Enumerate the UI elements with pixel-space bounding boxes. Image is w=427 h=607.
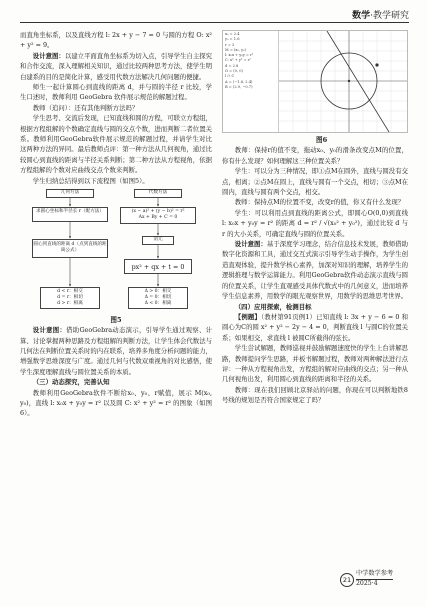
paragraph: 师生一起计算圆心到直线的距离 d，并与圆的半径 r 比较，学生口述时，教师利用 GeoGebra 软件展示规范的解题过程。	[20, 83, 212, 102]
alg-step-quadratic: px² + qx + t = 0	[124, 259, 192, 274]
alg-step-system: (x − a)² + (y − b)² = r² Ax + By + C = 0	[120, 207, 196, 224]
figure-6-caption: 图6	[316, 136, 328, 144]
flowchart-figure	[28, 189, 204, 339]
paragraph: 教师利用GeoGebra软件不断给x₀、y₀、r赋值，展示 M(x₀, y₀)，直线 l: x₀x + y₀y = r² 以及圆 C: x² + y² = r² 的图象（如图6）。	[20, 388, 212, 418]
grid-lines	[279, 31, 407, 132]
design-intent-2: 设计意图：借助GeoGebra动态演示，引导学生通过观察、计算、讨论掌握两种思路及方程组解的判断方法，让学生体会代数法与几何法在判断位置关系时的内在联系，培养多角度分析问题的能力，增强数学思维深度与广度。通过几何与代数双重视角的对比感悟，使学生深度理解直线与圆位置关系的本质。	[20, 326, 213, 376]
geogebra-algebra-view: x₀ = 2.4 y₀ = 1.6 r = 3 M = (x₀, y₀) l: x₀x + y₀y = r² C: x² + y² = r² d = 2.8 O = (0, 0) l ∩ C A = (−1.8, 2.4) B = (2.9, −0.7)	[223, 31, 279, 132]
example-problem: 【例题】（教材第91页例1）已知直线 l: 3x + y − 6 = 0 和圆心为C的圆 x² + y² − 2y − 4 = 0，判断直线 l 与圆C的位置关系；如果相交，求直线 l 被圆C所截得的弦长。	[222, 312, 409, 342]
alg-result: Δ > 0：相交 Δ = 0：相切 Δ < 0：相离	[128, 287, 188, 309]
paragraph: 教师（追问）：还有其他判断方法吗？	[32, 103, 139, 112]
paragraph: 学生尝试解题，教师巡视并鼓励解题速度快的学生上台讲解思路，教师提问学生思路，并板书解题过程，教师对两种解法进行点评：一种从方程视角出发，方程组的解对应曲线的交点；另一种从几何视角出发，利用圆心到直线的距离和半径的关系。	[222, 344, 408, 384]
design-intent-1: 设计意图：以建立平面直角坐标系为切入点，引导学生自主探究和合作交流，深入理解相关知识，通过比较两种思考方法，使学生明白建系的目的是简化计算，感受用代数方法解决几何问题的便捷。	[20, 51, 213, 81]
page-number: 21	[340, 573, 354, 587]
paragraph: 而直角坐标系，以及直线方程 l: 2x + y − 7 = 0 与圆的方程 O: x² + y² = 9。	[20, 31, 212, 50]
paragraph: 教师：保持点M的位置不变，改变r的值，你又有什么发现？	[234, 198, 405, 207]
header-rule	[20, 22, 409, 23]
left-column	[20, 30, 212, 419]
paragraph: 学生归纳总结得到以下流程图（如图5）。	[32, 176, 149, 185]
figure-5-caption: 图5	[110, 316, 122, 325]
geogebra-screenshot	[222, 30, 408, 133]
point-o	[348, 80, 350, 82]
right-column	[222, 30, 408, 406]
paragraph: 学生：可以利用点到直线的距离公式，即圆心O(0,0)到直线 l: x₀x + y₀y = r² 的距离 d = r² / √(x₀² + y₀²)，通过比较 d 与 r 的大小关系，可确定直线与圆的位置关系。	[222, 208, 408, 238]
paragraph: 学生：可以分为三种情况，即①点M在圆外，直线与圆没有交点，相离；②点M在圆上，直线与圆有一个交点，相切；③点M在圆内，直线与圆有两个交点，相交。	[222, 167, 408, 197]
section-heading-3: （三）动态探究，完善认知	[32, 378, 110, 387]
section-heading-4: （四）应用探索，检测目标	[234, 302, 312, 311]
journal-footer: 中学数学参考 2025·4	[356, 570, 394, 587]
alg-method-title: 代数方法	[134, 189, 182, 198]
design-intent-3: 设计意图：基于深度学习理念，结合信息技术发展，教师借助数字化资源和工具，通过交互式演示引导学生动手操作，为学生创造直观体验，提升数学核心素养，加深对知识的理解，培养学生的逻辑推理与数学运算能力。利用GeoGebra软件动态演示直线与圆的位置关系，让学生直观感受具体代数式中的几何意义，进而培养学生信息素养，用数学的眼光观察世界，用数学的思维思考世界。	[222, 240, 409, 301]
geo-step-distance: 圆心到直线的距离 d（点到直线的距离公式）	[32, 239, 108, 258]
line-l	[327, 31, 389, 132]
paragraph: 学生思考、交流后发现，已知直线和圆的方程，可联立方程组，根据方程组解的个数确定直线与圆的交点个数，进而判断二者位置关系。教师利用GeoGebra软件展示规范的解题过程，并请学生对比这两种方法的异同。最后教师点评：第一种方法从几何视角，通过比较圆心到直线的距离与半径关系判断；第二种方法从方程视角，依据方程组解的个数对应曲线交点个数来判断。	[20, 114, 212, 175]
paragraph: 教师：保持r的值不变，拖动x₀、y₀的滑条改变点M的位置，你有什么发现？如何理解这三种位置关系？	[222, 146, 408, 165]
geo-result: d < r：相交 d = r：相切 d > r：相离	[40, 287, 100, 309]
point-m	[375, 63, 378, 66]
geo-step-center-radius: 求圆心坐标和半径长 r（配方法）	[32, 207, 108, 222]
geogebra-graphics-view	[279, 31, 407, 132]
running-header: 数学·教学研究	[352, 11, 409, 21]
paragraph: 教师：现在我们回顾北京驿站的问题，你现在可以判断地铁8号线的规划是否符合国家规定了吗？	[222, 385, 408, 405]
alg-step-eliminate: 消元	[142, 236, 174, 245]
geo-method-title: 几何方法	[46, 189, 94, 198]
